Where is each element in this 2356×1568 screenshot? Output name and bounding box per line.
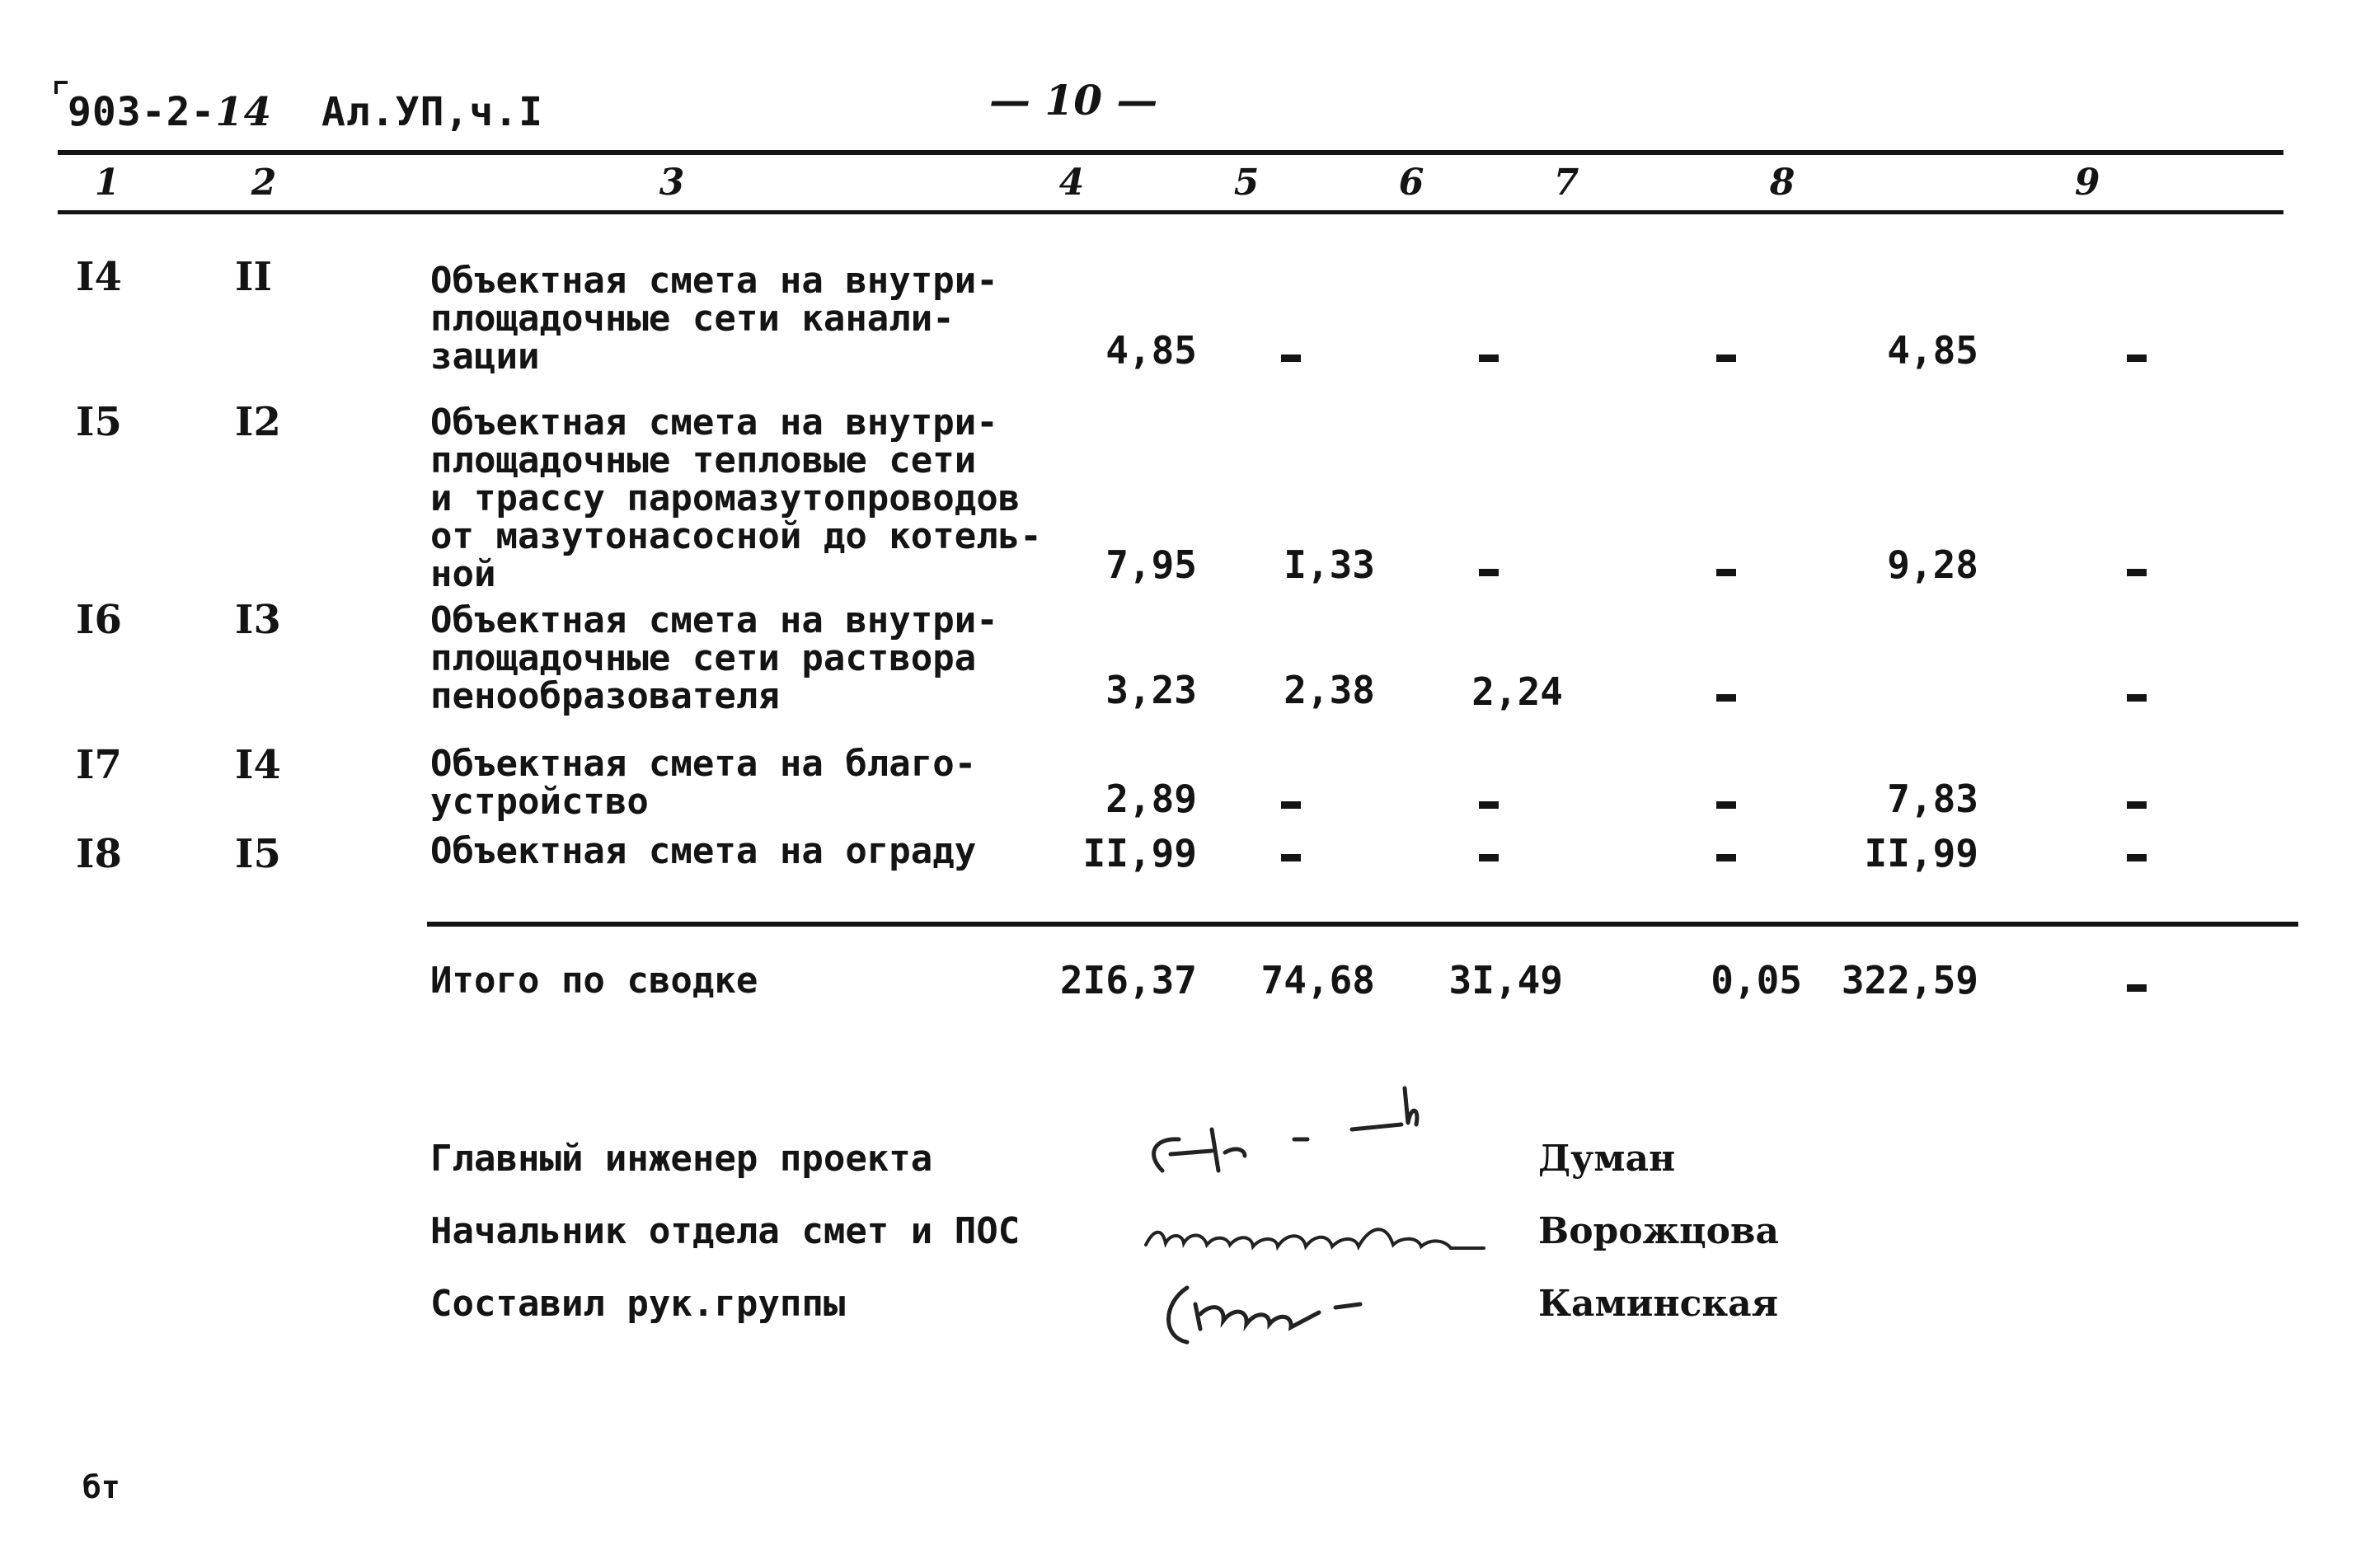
value-col5: 2,38 bbox=[1284, 668, 1375, 712]
dash-col5 bbox=[1281, 354, 1301, 362]
footer-mark: бт bbox=[82, 1469, 120, 1505]
row-number: I7 bbox=[76, 742, 122, 788]
estimate-number: I5 bbox=[235, 831, 281, 877]
dash-col5 bbox=[1281, 854, 1301, 861]
dash-col10 bbox=[2127, 354, 2147, 362]
signature-role: Составил рук.группы bbox=[430, 1283, 846, 1325]
column-number-2: 2 bbox=[251, 162, 277, 204]
page-number: — 10 — bbox=[989, 76, 1158, 124]
document-code-handwritten: 14 bbox=[215, 89, 273, 135]
dash-col8 bbox=[1716, 569, 1736, 576]
dash-col8 bbox=[1716, 854, 1736, 861]
row-number: I5 bbox=[76, 399, 122, 445]
total-label: Итого по сводке bbox=[430, 960, 758, 1002]
column-number-1: 1 bbox=[94, 162, 120, 204]
dash-col10 bbox=[2127, 694, 2147, 702]
row-description: Объектная смета на благо- устройство bbox=[430, 743, 977, 823]
signature-name: Думан bbox=[1538, 1138, 1676, 1180]
signature-name: Ворожцова bbox=[1538, 1210, 1780, 1252]
dash-col8 bbox=[1716, 694, 1736, 702]
column-number-5: 5 bbox=[1233, 162, 1260, 204]
total-col9: 322,59 bbox=[1841, 958, 1978, 1002]
corner-mark bbox=[54, 81, 68, 94]
document-code-prefix: 903-2- bbox=[68, 89, 216, 135]
table-top-rule bbox=[58, 150, 2283, 155]
dash-col6 bbox=[1479, 354, 1499, 362]
value-col9: 7,83 bbox=[1887, 777, 1978, 821]
total-rule bbox=[427, 922, 2298, 927]
row-description: Объектная смета на ограду bbox=[430, 830, 977, 872]
row-number: I4 bbox=[76, 254, 122, 300]
dash-col8 bbox=[1716, 354, 1736, 362]
row-description: Объектная смета на внутри- площадочные сети раствора пенообразователя bbox=[430, 599, 998, 717]
document-code bbox=[68, 89, 543, 135]
value-col5: I,33 bbox=[1284, 542, 1375, 587]
value-col4: 3,23 bbox=[1105, 668, 1197, 712]
dash-col6 bbox=[1479, 569, 1499, 576]
row-description: Объектная смета на внутри- площадочные сети канали- зации bbox=[430, 260, 998, 378]
estimate-number: I3 bbox=[235, 597, 281, 643]
value-col4: 2,89 bbox=[1105, 777, 1197, 821]
document-code-suffix: Ал.УП,ч.I bbox=[321, 89, 544, 135]
dash-col10 bbox=[2127, 984, 2147, 992]
table-header-rule bbox=[58, 210, 2283, 214]
total-col5: 74,68 bbox=[1260, 958, 1375, 1002]
column-number-7: 7 bbox=[1553, 162, 1579, 204]
signature-role: Главный инженер проекта bbox=[430, 1138, 933, 1180]
handwritten-signature-1 bbox=[1121, 1072, 1467, 1204]
signature-role: Начальник отдела смет и ПОС bbox=[430, 1210, 1021, 1252]
total-col8: 0,05 bbox=[1711, 958, 1802, 1002]
row-number: I6 bbox=[76, 597, 122, 643]
value-col9: 9,28 bbox=[1887, 542, 1978, 587]
column-number-3: 3 bbox=[659, 162, 685, 204]
dash-col6 bbox=[1479, 801, 1499, 809]
value-col9: 4,85 bbox=[1887, 328, 1978, 373]
dash-col10 bbox=[2127, 854, 2147, 861]
value-col9: II,99 bbox=[1864, 831, 1978, 876]
row-description: Объектная смета на внутри- площадочные тепловые сети и трассу паромазутопроводов от мазутонасосной до котель- ной bbox=[430, 401, 1042, 595]
signature-name: Каминская bbox=[1538, 1283, 1779, 1325]
total-col4: 2I6,37 bbox=[1059, 958, 1197, 1002]
estimate-number: II bbox=[235, 254, 272, 300]
column-number-6: 6 bbox=[1398, 162, 1424, 204]
dash-col5 bbox=[1281, 801, 1301, 809]
column-number-9: 9 bbox=[2074, 162, 2100, 204]
value-col4: II,99 bbox=[1082, 831, 1197, 876]
dash-col10 bbox=[2127, 569, 2147, 576]
row-number: I8 bbox=[76, 831, 122, 877]
dash-col6 bbox=[1479, 854, 1499, 861]
estimate-number: I2 bbox=[235, 399, 281, 445]
handwritten-signature-2 bbox=[1138, 1195, 1517, 1270]
column-number-4: 4 bbox=[1058, 162, 1085, 204]
column-number-8: 8 bbox=[1769, 162, 1795, 204]
total-col6: 3I,49 bbox=[1448, 958, 1563, 1002]
value-col6: 2,24 bbox=[1471, 669, 1563, 714]
value-col4: 4,85 bbox=[1105, 328, 1197, 373]
dash-col10 bbox=[2127, 801, 2147, 809]
estimate-number: I4 bbox=[235, 742, 281, 788]
handwritten-signature-3 bbox=[1154, 1263, 1418, 1354]
value-col4: 7,95 bbox=[1105, 542, 1197, 587]
dash-col8 bbox=[1716, 801, 1736, 809]
